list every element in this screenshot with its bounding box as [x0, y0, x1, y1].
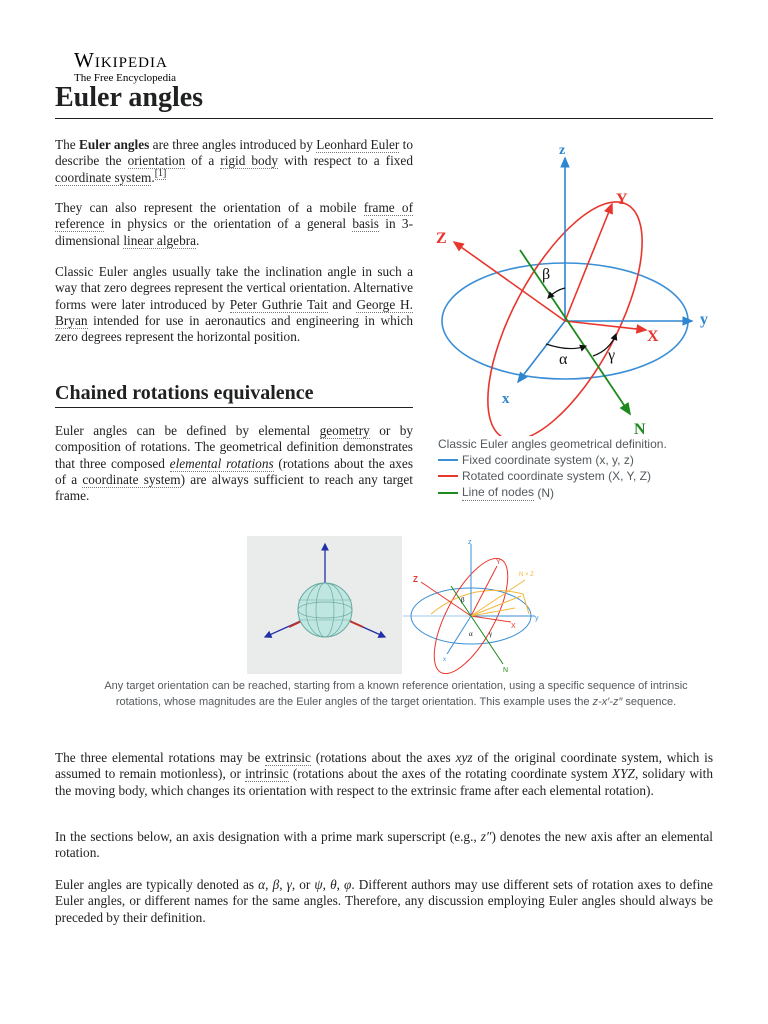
wikipedia-tagline: The Free Encyclopedia: [74, 72, 177, 84]
link-intrinsic[interactable]: intrinsic: [245, 766, 289, 782]
label-N: N: [634, 421, 646, 436]
label2-x: x: [443, 657, 446, 663]
link-george-h-bryan[interactable]: George H. Bryan: [55, 296, 413, 328]
link-basis[interactable]: basis: [352, 216, 379, 232]
link-extrinsic[interactable]: extrinsic: [265, 750, 311, 765]
label2-Z: Z: [413, 575, 418, 584]
legend-swatch-red: [438, 475, 458, 477]
label2-beta: β: [461, 596, 465, 604]
link-frame-of-reference[interactable]: frame of reference: [55, 200, 414, 232]
legend-nodes: Line of nodes (N): [438, 484, 728, 501]
label2-X: X: [511, 623, 516, 630]
link-line-of-nodes[interactable]: Line of nodes: [462, 485, 535, 499]
body-paragraph-2: In the sections below, an axis designation with a prime mark superscript (e.g., z″) denotes the new axis after an elemental rotation.: [55, 829, 713, 861]
label2-N: N: [503, 667, 509, 674]
legend-fixed: Fixed coordinate system (x, y, z): [438, 452, 728, 468]
link-peter-guthrie-tait[interactable]: Peter Guthrie Tait: [229, 296, 328, 312]
figure-1-caption: [438, 436, 728, 501]
intro-paragraph-3: Classic Euler angles usually take the inclination angle in such a way that zero degrees represent the vertical orientation. Alternative forms were later introduced by Peter Guthrie Tait and George H. Bryan intended for use in aeronautics and engineering in which zero degrees represent the horizontal position.: [55, 264, 413, 345]
label2-Y: Y: [496, 559, 501, 566]
legend-rotated: Rotated coordinate system (X, Y, Z): [438, 468, 728, 484]
link-orientation[interactable]: orientation: [127, 153, 186, 169]
label-Y: Y: [616, 191, 628, 208]
line-of-nodes: [520, 250, 630, 414]
link-leonhard-euler[interactable]: Leonhard Euler: [316, 137, 400, 152]
link-rigid-body[interactable]: rigid body: [220, 153, 278, 169]
citation-1[interactable]: [1]: [154, 168, 167, 180]
arc-alpha: [546, 344, 586, 349]
legend-swatch-blue: [438, 459, 458, 461]
label2-y: y: [535, 615, 539, 622]
rotation-animation-sphere[interactable]: [247, 536, 402, 674]
label-beta: β: [542, 266, 551, 283]
label-y: y: [700, 311, 708, 328]
link-coordinate-system-2[interactable]: coordinate system: [82, 471, 181, 487]
link-geometry[interactable]: geometry: [319, 423, 370, 438]
intro-paragraph-2: They can also represent the orientation of a mobile frame of reference in physics or the orientation of a general basis in 3-dimensional linear algebra.: [55, 200, 414, 248]
figure-2-caption: Any target orientation can be reached, starting from a known reference orientation, using a specific sequence of intrinsic rotations, whose magnitudes are the Euler angles of the target orientation. This example uses the z-x′-z″ sequence.: [104, 680, 688, 708]
axis-x: [518, 321, 565, 382]
link-coordinate-system[interactable]: coordinate system: [55, 169, 152, 185]
label2-z: z: [468, 539, 472, 546]
figure-1-caption-title: Classic Euler angles geometrical definition.: [438, 437, 667, 451]
label2-NxZ: N × Z: [519, 572, 534, 578]
label-alpha: α: [559, 351, 568, 368]
label2-gamma: γ: [489, 630, 493, 638]
axis-X: [565, 321, 646, 330]
wikipedia-wordmark: Wikipedia: [74, 48, 168, 72]
link-linear-algebra[interactable]: linear algebra: [123, 232, 197, 248]
link-elemental-rotations[interactable]: elemental rotations: [169, 455, 274, 471]
label-z: z: [559, 143, 566, 158]
label-Z: Z: [436, 230, 447, 247]
label-x: x: [502, 391, 510, 407]
section-heading-chained-rotations: Chained rotations equivalence: [55, 380, 413, 408]
intrinsic-rotation-diagram[interactable]: [403, 536, 550, 674]
legend-swatch-green: [438, 492, 458, 494]
body-paragraph-3: Euler angles are typically denoted as α, β, γ, or ψ, θ, φ. Different authors may use different sets of rotation axes to define Euler angles, or different names for the same angles. Therefore, any discussion employing Euler angles should always be preceded by their definition.: [55, 877, 713, 925]
label-X: X: [647, 328, 659, 345]
section-paragraph-1: Euler angles can be defined by elemental geometry or by composition of rotations. The geometrical definition demonstrates that three composed elemental rotations (rotations about the axes of a coordinate system) are always sufficient to reach any target frame.: [55, 423, 413, 504]
sphere-axes-graphic: [247, 536, 402, 674]
intro-paragraph-1: The Euler angles are three angles introduced by Leonhard Euler to describe the orientation of a rigid body with respect to a fixed coordinate system.[1]: [55, 137, 414, 185]
euler-angles-diagram[interactable]: [428, 138, 728, 436]
body-paragraph-1: The three elemental rotations may be extrinsic (rotations about the axes xyz of the original coordinate system, which is assumed to remain motionless), or intrinsic (rotations about the axes of the rotating coordinate system XYZ, solidary with the moving body, which changes its orientation with respect to the extrinsic frame after each elemental rotation).: [55, 750, 713, 798]
label-gamma: γ: [608, 347, 616, 364]
label2-alpha: α: [469, 630, 473, 638]
page-title: Euler angles: [55, 79, 713, 119]
